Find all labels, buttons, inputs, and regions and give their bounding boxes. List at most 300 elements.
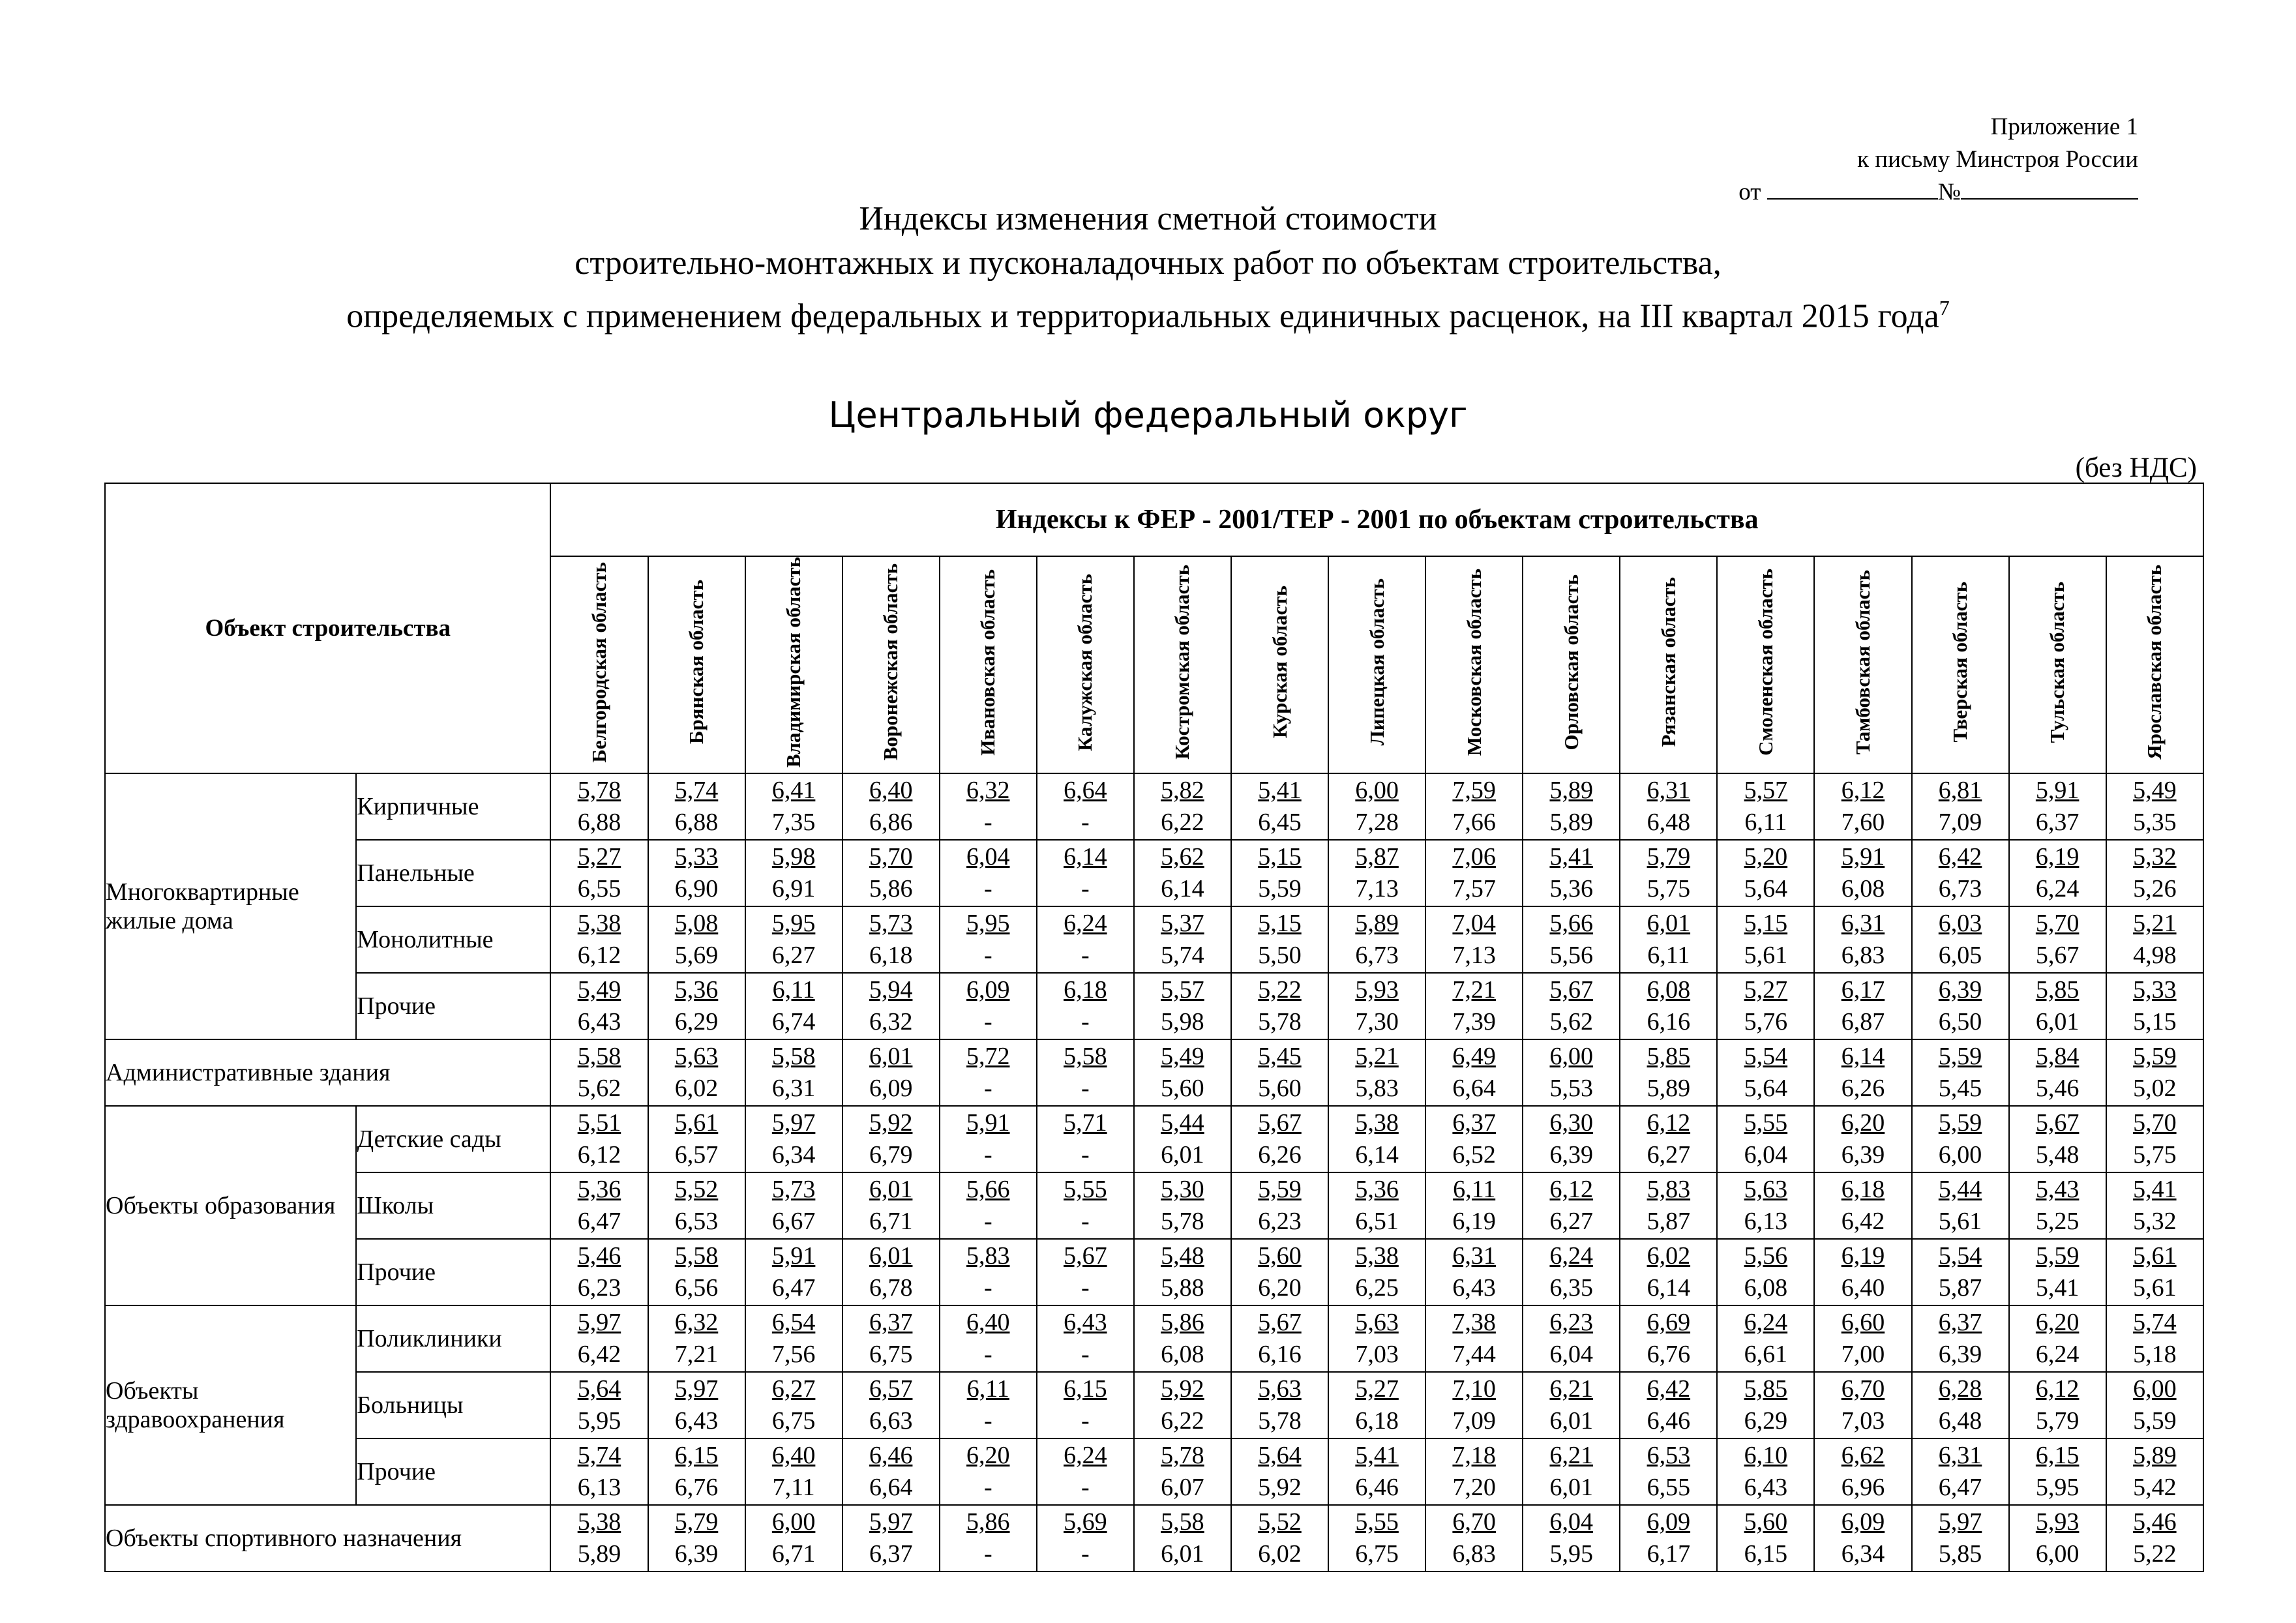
- index-cell: [1717, 1305, 1814, 1372]
- fer-index-value: 5,27: [1355, 1375, 1399, 1403]
- subcategory-label: Прочие: [356, 973, 550, 1039]
- category-label: Объекты спортивного назначения: [105, 1505, 550, 1571]
- ter-index-value: 6,88: [577, 809, 621, 837]
- fer-index-value: 6,31: [1452, 1242, 1496, 1270]
- ter-index-value: 5,48: [2035, 1141, 2080, 1169]
- ter-index-value: 6,64: [1452, 1075, 1496, 1103]
- ter-index-value: 7,13: [1452, 942, 1496, 970]
- appendix-line-2: к письму Минстроя России: [1857, 146, 2138, 173]
- ter-index-value: 5,18: [2133, 1341, 2177, 1369]
- index-cell: [745, 906, 842, 973]
- index-cell: [1620, 1239, 1717, 1305]
- index-table: [104, 483, 2204, 1572]
- fer-index-value: 5,69: [1064, 1508, 1107, 1536]
- index-cell: [550, 840, 648, 906]
- table-row: [105, 1505, 2203, 1571]
- fer-index-value: 6,00: [1549, 1043, 1593, 1071]
- index-cell: [550, 1372, 648, 1438]
- ter-index-value: 6,01: [1161, 1141, 1204, 1169]
- ter-index-value: 6,37: [2035, 809, 2080, 837]
- fer-index-value: 7,21: [1452, 976, 1496, 1004]
- fer-index-value: 6,41: [771, 777, 816, 805]
- index-cell: [1912, 1372, 2009, 1438]
- ter-index-value: 6,79: [869, 1141, 913, 1169]
- fer-index-value: 7,18: [1452, 1442, 1496, 1470]
- index-cell: [1037, 1372, 1134, 1438]
- index-cell: [2009, 1106, 2106, 1172]
- fer-index-value: 5,97: [577, 1309, 621, 1337]
- fer-index-value: 5,93: [1355, 976, 1399, 1004]
- index-cell: [1912, 1172, 2009, 1239]
- ter-index-value: 6,48: [1647, 809, 1691, 837]
- index-cell: [1814, 1106, 1911, 1172]
- region-label: Воронежская область: [879, 563, 902, 761]
- fer-index-value: 6,04: [1549, 1508, 1593, 1536]
- index-cell: [1717, 1239, 1814, 1305]
- index-cell: [1037, 1305, 1134, 1372]
- fer-index-value: 6,12: [2035, 1375, 2080, 1403]
- ter-index-value: -: [983, 1540, 992, 1568]
- ter-index-value: 5,89: [1549, 809, 1593, 837]
- index-cell: [1231, 1505, 1328, 1571]
- index-cell: [940, 973, 1037, 1039]
- table-row: [105, 1305, 2203, 1372]
- fer-index-value: 5,63: [1355, 1309, 1399, 1337]
- index-cell: [1523, 1305, 1620, 1372]
- ter-index-value: 5,15: [2133, 1008, 2177, 1036]
- fer-index-value: 5,41: [1355, 1442, 1399, 1470]
- fer-index-value: 5,67: [1258, 1109, 1302, 1137]
- index-cell: [648, 1106, 745, 1172]
- fer-index-value: 6,70: [1452, 1508, 1496, 1536]
- index-cell: [1912, 1305, 2009, 1372]
- ter-index-value: 6,47: [1938, 1474, 1982, 1502]
- fer-index-value: 5,61: [2133, 1242, 2177, 1270]
- fer-index-value: 5,59: [1938, 1043, 1982, 1071]
- ter-index-value: 6,78: [869, 1274, 913, 1302]
- ter-index-value: 5,62: [577, 1075, 621, 1103]
- fer-index-value: 5,15: [1258, 843, 1302, 871]
- fer-index-value: 6,24: [1744, 1309, 1788, 1337]
- index-cell: [1134, 1505, 1231, 1571]
- ter-index-value: 6,90: [674, 875, 719, 903]
- fer-index-value: 5,27: [577, 843, 621, 871]
- ter-index-value: 6,75: [771, 1407, 816, 1435]
- fer-index-value: 6,03: [1938, 910, 1982, 938]
- fer-index-value: 5,33: [2133, 976, 2177, 1004]
- ter-index-value: 6,25: [1355, 1274, 1399, 1302]
- index-cell: [1523, 773, 1620, 840]
- index-cell: [1620, 906, 1717, 973]
- ter-index-value: -: [983, 1341, 992, 1369]
- index-cell: [1523, 1372, 1620, 1438]
- fer-index-value: 5,91: [2035, 777, 2080, 805]
- table-row: [105, 973, 2203, 1039]
- ter-index-value: 6,07: [1161, 1474, 1204, 1502]
- ter-index-value: 6,67: [771, 1208, 816, 1236]
- index-cell: [1620, 1505, 1717, 1571]
- fer-index-value: 5,70: [869, 843, 913, 871]
- index-cell: [550, 1239, 648, 1305]
- ter-index-value: 6,11: [1744, 809, 1787, 837]
- fer-index-value: 5,71: [1064, 1109, 1107, 1137]
- index-cell: [1814, 1172, 1911, 1239]
- index-cell: [745, 1372, 842, 1438]
- ter-index-value: 6,42: [577, 1341, 621, 1369]
- index-cell: [1134, 1372, 1231, 1438]
- fer-index-value: 6,18: [1841, 1176, 1885, 1204]
- index-cell: [1425, 1172, 1523, 1239]
- index-cell: [1231, 773, 1328, 840]
- fer-index-value: 6,09: [966, 976, 1010, 1004]
- ter-index-value: 6,73: [1355, 942, 1399, 970]
- index-cell: [2106, 1305, 2203, 1372]
- fer-index-value: 5,78: [1161, 1442, 1204, 1470]
- index-cell: [648, 1505, 745, 1571]
- ter-index-value: 6,61: [1744, 1341, 1788, 1369]
- fer-index-value: 5,93: [2035, 1508, 2080, 1536]
- ter-index-value: 5,35: [2133, 809, 2177, 837]
- ter-index-value: 6,71: [771, 1540, 816, 1568]
- ter-index-value: 6,43: [1744, 1474, 1788, 1502]
- index-cell: [1912, 1505, 2009, 1571]
- ter-index-value: 5,85: [1938, 1540, 1982, 1568]
- index-cell: [1328, 1505, 1425, 1571]
- fer-index-value: 5,41: [1549, 843, 1593, 871]
- ter-index-value: 6,14: [1647, 1274, 1691, 1302]
- fer-index-value: 6,57: [869, 1375, 913, 1403]
- region-label: Липецкая область: [1365, 578, 1388, 746]
- fer-index-value: 6,32: [966, 777, 1010, 805]
- fer-index-value: 5,92: [869, 1109, 913, 1137]
- ter-index-value: 7,60: [1841, 809, 1885, 837]
- fer-index-value: 6,00: [1355, 777, 1399, 805]
- index-cell: [1717, 840, 1814, 906]
- ter-index-value: 6,22: [1161, 1407, 1204, 1435]
- index-cell: [1328, 973, 1425, 1039]
- ter-index-value: 6,75: [869, 1341, 913, 1369]
- index-cell: [1231, 1239, 1328, 1305]
- fer-index-value: 5,45: [1258, 1043, 1302, 1071]
- index-cell: [842, 1106, 940, 1172]
- fer-index-value: 6,12: [1549, 1176, 1593, 1204]
- index-cell: [1037, 1438, 1134, 1505]
- fer-index-value: 6,30: [1549, 1109, 1593, 1137]
- ter-index-value: 5,32: [2133, 1208, 2177, 1236]
- index-cell: [1523, 1106, 1620, 1172]
- index-cell: [1523, 906, 1620, 973]
- ter-index-value: 6,08: [1161, 1341, 1204, 1369]
- index-cell: [1717, 1039, 1814, 1106]
- index-cell: [1328, 1239, 1425, 1305]
- region-label: Смоленская область: [1753, 569, 1777, 756]
- index-cell: [2106, 1106, 2203, 1172]
- index-cell: [1523, 1505, 1620, 1571]
- district-heading: Центральный федеральный округ: [828, 395, 1468, 436]
- fer-index-value: 6,24: [1064, 1442, 1107, 1470]
- index-cell: [2009, 1239, 2106, 1305]
- fer-index-value: 5,60: [1744, 1508, 1788, 1536]
- ter-index-value: 6,76: [1647, 1341, 1691, 1369]
- index-cell: [1814, 1505, 1911, 1571]
- index-cell: [1037, 906, 1134, 973]
- region-label: Тульская область: [2046, 581, 2069, 743]
- fer-index-value: 5,66: [966, 1176, 1010, 1204]
- ter-index-value: -: [1081, 1474, 1090, 1502]
- index-cell: [745, 773, 842, 840]
- fer-index-value: 6,11: [966, 1375, 1009, 1403]
- fer-index-value: 5,63: [674, 1043, 719, 1071]
- fer-index-value: 5,56: [1744, 1242, 1788, 1270]
- fer-index-value: 5,21: [1355, 1043, 1399, 1071]
- ter-index-value: 5,46: [2035, 1075, 2080, 1103]
- ter-index-value: 7,09: [1938, 809, 1982, 837]
- ter-index-value: 5,25: [2035, 1208, 2080, 1236]
- ter-index-value: 6,02: [1258, 1540, 1302, 1568]
- fer-index-value: 6,11: [772, 976, 815, 1004]
- ter-index-value: 5,45: [1938, 1075, 1982, 1103]
- index-cell: [1231, 906, 1328, 973]
- fer-index-value: 5,44: [1161, 1109, 1204, 1137]
- table-row: [105, 1438, 2203, 1505]
- index-cell: [1037, 1172, 1134, 1239]
- index-cell: [2106, 773, 2203, 840]
- ter-index-value: -: [1081, 1208, 1090, 1236]
- fer-index-value: 5,59: [1258, 1176, 1302, 1204]
- ter-index-value: 7,28: [1355, 809, 1399, 837]
- region-label: Владимирская область: [782, 557, 805, 768]
- ter-index-value: 6,46: [1355, 1474, 1399, 1502]
- fer-index-value: 7,59: [1452, 777, 1496, 805]
- index-cell: [1717, 1438, 1814, 1505]
- subcategory-label: Прочие: [356, 1239, 550, 1305]
- ter-index-value: 5,98: [1161, 1008, 1204, 1036]
- ter-index-value: 5,59: [2133, 1407, 2177, 1435]
- ter-index-value: 6,05: [1938, 942, 1982, 970]
- subcategory-label: Прочие: [356, 1438, 550, 1505]
- index-cell: [1231, 1372, 1328, 1438]
- ter-index-value: 6,17: [1647, 1540, 1691, 1568]
- index-cell: [1912, 1438, 2009, 1505]
- index-cell: [2106, 1438, 2203, 1505]
- ter-index-value: -: [983, 1274, 992, 1302]
- fer-index-value: 5,97: [771, 1109, 816, 1137]
- index-cell: [1231, 840, 1328, 906]
- fer-index-value: 5,87: [1355, 843, 1399, 871]
- index-cell: [1425, 973, 1523, 1039]
- fer-index-value: 5,59: [1938, 1109, 1982, 1137]
- index-cell: [550, 1438, 648, 1505]
- fer-index-value: 5,54: [1938, 1242, 1982, 1270]
- ter-index-value: 6,32: [869, 1008, 913, 1036]
- table-row: [105, 773, 2203, 840]
- ter-index-value: 7,30: [1355, 1008, 1399, 1036]
- fer-index-value: 6,24: [1064, 910, 1107, 938]
- index-cell: [842, 1172, 940, 1239]
- ter-index-value: 7,39: [1452, 1008, 1496, 1036]
- fer-index-value: 6,64: [1064, 777, 1107, 805]
- index-cell: [745, 840, 842, 906]
- fer-index-value: 5,92: [1161, 1375, 1204, 1403]
- fer-index-value: 5,55: [1064, 1176, 1107, 1204]
- region-header: [745, 556, 842, 773]
- region-label: Московская область: [1462, 568, 1485, 756]
- fer-index-value: 5,59: [2133, 1043, 2177, 1071]
- fer-index-value: 5,82: [1161, 777, 1204, 805]
- index-cell: [1620, 1039, 1717, 1106]
- ter-index-value: 6,18: [869, 942, 913, 970]
- index-cell: [648, 1172, 745, 1239]
- index-cell: [1620, 840, 1717, 906]
- fer-index-value: 6,11: [1453, 1176, 1496, 1204]
- index-cell: [1717, 973, 1814, 1039]
- fer-index-value: 5,73: [869, 910, 913, 938]
- region-header: [842, 556, 940, 773]
- index-cell: [745, 1505, 842, 1571]
- index-cell: [1231, 973, 1328, 1039]
- index-cell: [1814, 1239, 1911, 1305]
- index-cell: [842, 906, 940, 973]
- fer-index-value: 7,04: [1452, 910, 1496, 938]
- ter-index-value: 7,57: [1452, 875, 1496, 903]
- fer-index-value: 5,22: [1258, 976, 1302, 1004]
- appendix-block: [1738, 111, 2138, 209]
- region-header: [940, 556, 1037, 773]
- ter-index-value: 6,08: [1841, 875, 1885, 903]
- index-cell: [745, 973, 842, 1039]
- fer-index-value: 7,10: [1452, 1375, 1496, 1403]
- ter-index-value: 5,89: [577, 1540, 621, 1568]
- ter-index-value: 5,61: [1744, 942, 1788, 970]
- ter-index-value: 6,01: [2035, 1008, 2080, 1036]
- ter-index-value: 5,92: [1258, 1474, 1302, 1502]
- fer-index-value: 5,73: [771, 1176, 816, 1204]
- ter-index-value: 6,43: [1452, 1274, 1496, 1302]
- ter-index-value: 5,61: [1938, 1208, 1982, 1236]
- index-cell: [940, 1372, 1037, 1438]
- ter-index-value: 6,48: [1938, 1407, 1982, 1435]
- index-cell: [1620, 1372, 1717, 1438]
- ter-index-value: 6,39: [1549, 1141, 1593, 1169]
- index-cell: [1328, 1106, 1425, 1172]
- ter-index-value: 5,56: [1549, 942, 1593, 970]
- index-cell: [648, 1372, 745, 1438]
- index-cell: [1814, 773, 1911, 840]
- ter-index-value: 5,61: [2133, 1274, 2177, 1302]
- fer-index-value: 5,36: [577, 1176, 621, 1204]
- index-cell: [1134, 1106, 1231, 1172]
- index-cell: [940, 1305, 1037, 1372]
- ter-index-value: 6,73: [1938, 875, 1982, 903]
- index-cell: [940, 1239, 1037, 1305]
- ter-index-value: 5,60: [1161, 1075, 1204, 1103]
- region-header: [1912, 556, 2009, 773]
- ter-index-value: -: [983, 1075, 992, 1103]
- fer-index-value: 6,46: [869, 1442, 913, 1470]
- index-cell: [1717, 1172, 1814, 1239]
- ter-index-value: -: [1081, 875, 1090, 903]
- from-label: от: [1738, 179, 1761, 205]
- ter-index-value: -: [983, 1407, 992, 1435]
- ter-index-value: 5,88: [1161, 1274, 1204, 1302]
- index-cell: [550, 773, 648, 840]
- region-header: [1814, 556, 1911, 773]
- index-cell: [2106, 1172, 2203, 1239]
- index-cell: [1425, 773, 1523, 840]
- fer-index-value: 5,84: [2035, 1043, 2080, 1071]
- fer-index-value: 5,52: [1258, 1508, 1302, 1536]
- title-line-3: определяемых с применением федеральных и территориальных единичных расценок, на III квартал 2015 года: [346, 297, 1939, 335]
- fer-index-value: 6,69: [1647, 1309, 1691, 1337]
- fer-index-value: 6,01: [1647, 910, 1691, 938]
- region-header: [1134, 556, 1231, 773]
- fer-index-value: 5,70: [2035, 910, 2080, 938]
- ter-index-value: 6,18: [1355, 1407, 1399, 1435]
- index-cell: [1814, 1372, 1911, 1438]
- index-cell: [2009, 1305, 2106, 1372]
- ter-index-value: 5,78: [1161, 1208, 1204, 1236]
- fer-index-value: 6,23: [1549, 1309, 1593, 1337]
- region-label: Брянская область: [685, 580, 708, 745]
- ter-index-value: 6,46: [1647, 1407, 1691, 1435]
- ter-index-value: -: [983, 875, 992, 903]
- ter-index-value: 7,03: [1841, 1407, 1885, 1435]
- index-cell: [1912, 973, 2009, 1039]
- index-cell: [1328, 773, 1425, 840]
- fer-index-value: 5,27: [1744, 976, 1788, 1004]
- ter-index-value: 6,16: [1258, 1341, 1302, 1369]
- fer-index-value: 6,81: [1938, 777, 1982, 805]
- ter-index-value: 6,29: [1744, 1407, 1788, 1435]
- ter-index-value: 6,39: [1841, 1141, 1885, 1169]
- index-cell: [2106, 973, 2203, 1039]
- index-cell: [1134, 1239, 1231, 1305]
- category-label: Многоквартирные жилые дома: [105, 773, 356, 1039]
- index-cell: [2106, 1505, 2203, 1571]
- index-cell: [1037, 773, 1134, 840]
- fer-index-value: 5,74: [577, 1442, 621, 1470]
- fer-index-value: 6,19: [2035, 843, 2080, 871]
- index-cell: [1425, 1438, 1523, 1505]
- ter-index-value: -: [1081, 1141, 1090, 1169]
- ter-index-value: 6,00: [1938, 1141, 1982, 1169]
- fer-index-value: 6,37: [1452, 1109, 1496, 1137]
- index-cell: [1814, 1039, 1911, 1106]
- ter-index-value: 6,88: [674, 809, 719, 837]
- ter-index-value: 5,41: [2035, 1274, 2080, 1302]
- index-cell: [842, 1372, 940, 1438]
- region-label: Костромская область: [1170, 565, 1194, 760]
- fer-index-value: 5,36: [1355, 1176, 1399, 1204]
- index-cell: [1717, 1505, 1814, 1571]
- ter-index-value: 5,42: [2133, 1474, 2177, 1502]
- fer-index-value: 6,01: [869, 1043, 913, 1071]
- fer-index-value: 5,79: [1647, 843, 1691, 871]
- fer-index-value: 5,91: [1841, 843, 1885, 871]
- ter-index-value: 5,60: [1258, 1075, 1302, 1103]
- table-body: [105, 773, 2203, 1571]
- ter-index-value: 6,14: [1161, 875, 1204, 903]
- ter-index-value: 5,64: [1744, 1075, 1788, 1103]
- ter-index-value: 6,39: [1938, 1341, 1982, 1369]
- ter-index-value: 6,20: [1258, 1274, 1302, 1302]
- ter-index-value: 5,36: [1549, 875, 1593, 903]
- ter-index-value: -: [1081, 1341, 1090, 1369]
- ter-index-value: 6,27: [771, 942, 816, 970]
- ter-index-value: 5,87: [1647, 1208, 1691, 1236]
- index-cell: [1328, 840, 1425, 906]
- index-cell: [2009, 773, 2106, 840]
